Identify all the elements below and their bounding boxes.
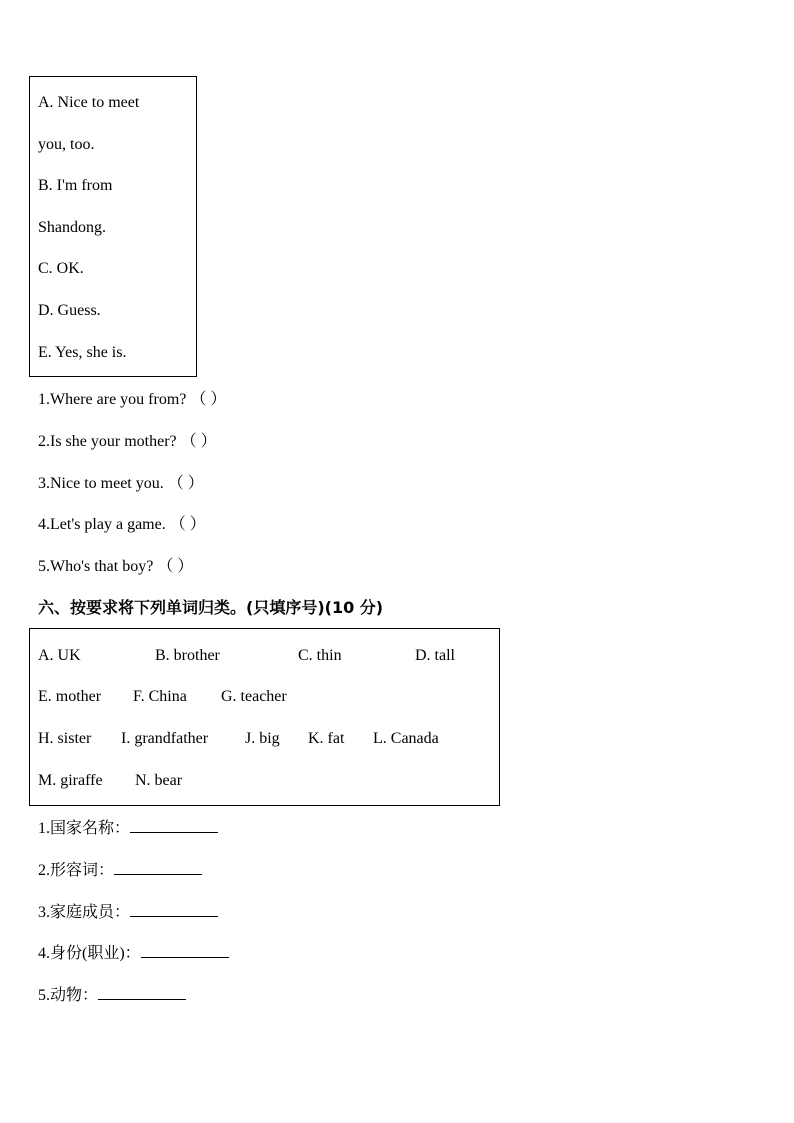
question-text: 4.Let's play a game.: [38, 516, 166, 533]
category-item: [38, 943, 229, 964]
category-item: [38, 818, 218, 839]
option-line: C. OK.: [38, 260, 84, 277]
question-item: [38, 515, 206, 535]
option-line: D. Guess.: [38, 302, 101, 319]
fill-blank[interactable]: [141, 943, 229, 958]
category-item: [38, 860, 202, 881]
word-item: L. Canada: [373, 730, 439, 747]
option-line: E. Yes, she is.: [38, 344, 127, 361]
question-text: 5.Who's that boy?: [38, 558, 154, 575]
word-item: J. big: [245, 730, 280, 747]
question-item: [38, 557, 193, 577]
fill-blank[interactable]: [114, 860, 202, 875]
word-item: M. giraffe: [38, 772, 103, 789]
answer-blank[interactable]: （ ）: [180, 433, 217, 450]
word-item: C. thin: [298, 647, 342, 664]
answer-blank[interactable]: （ ）: [167, 475, 204, 492]
answer-blank[interactable]: （ ）: [169, 516, 206, 533]
category-item: [38, 902, 218, 923]
word-item: E. mother: [38, 688, 102, 705]
word-item: K. fat: [308, 730, 345, 747]
section-heading: 六、按要求将下列单词归类。(只填序号)(10 分): [38, 598, 384, 617]
question-text: 2.Is she your mother?: [38, 433, 177, 450]
fill-blank[interactable]: [98, 985, 186, 1000]
question-item: [38, 432, 217, 452]
answer-blank[interactable]: （ ）: [157, 558, 194, 575]
word-item: N. bear: [135, 772, 183, 789]
option-line: Shandong.: [38, 219, 106, 236]
option-line: you, too.: [38, 136, 95, 153]
category-label: 1.国家名称：: [38, 820, 131, 837]
word-item: F. China: [133, 688, 187, 705]
question-text: 1.Where are you from?: [38, 391, 187, 408]
word-item: B. brother: [155, 647, 220, 664]
question-text: 3.Nice to meet you.: [38, 475, 164, 492]
question-item: [38, 390, 226, 410]
fill-blank[interactable]: [130, 818, 218, 833]
fill-blank[interactable]: [130, 902, 218, 917]
word-item: A. UK: [38, 647, 81, 664]
option-line: B. I'm from: [38, 177, 113, 194]
word-item: H. sister: [38, 730, 92, 747]
category-label: 5.动物：: [38, 987, 99, 1004]
option-line: A. Nice to meet: [38, 94, 140, 111]
word-item: I. grandfather: [121, 730, 209, 747]
category-item: [38, 985, 186, 1006]
word-item: G. teacher: [221, 688, 287, 705]
category-label: 4.身份(职业)：: [38, 945, 141, 962]
answer-blank[interactable]: （ ）: [190, 391, 227, 408]
word-item: D. tall: [415, 647, 455, 664]
category-label: 2.形容词：: [38, 862, 115, 879]
category-label: 3.家庭成员：: [38, 904, 131, 921]
question-item: [38, 474, 204, 494]
